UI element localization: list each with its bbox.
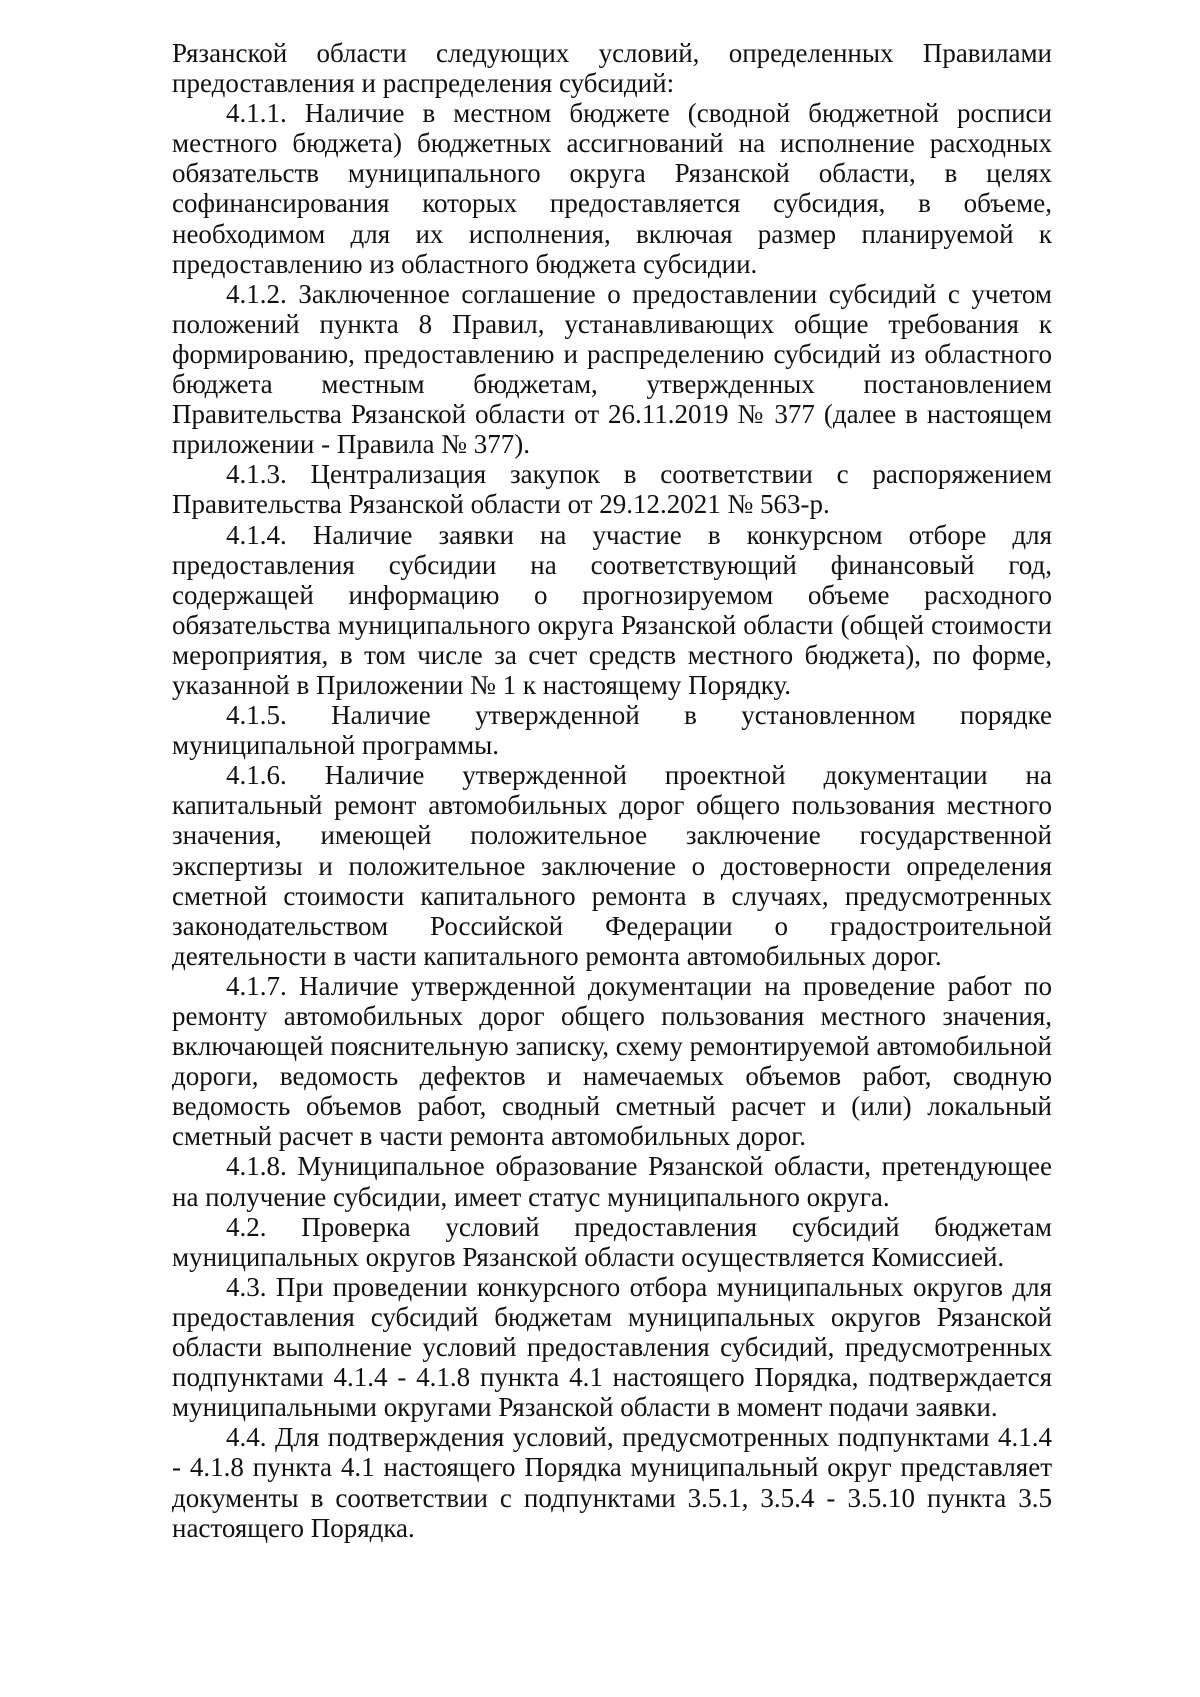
paragraph-4-2: 4.2. Проверка условий предоставления субсидий бюджетам муниципальных округов Рязанской области осуществляется Комиссией. — [172, 1211, 1052, 1272]
paragraph-continuation: Рязанской области следующих условий, определенных Правилами предоставления и распределения субсидий: — [172, 38, 1052, 99]
paragraph-4-1-4: 4.1.4. Наличие заявки на участие в конкурсном отборе для предоставления субсидии на соответствующий финансовый год, содержащей информацию о прогнозируемом объеме расходного обязательства муниципального округа Рязанской области (общей стоимости мероприятия, в том числе за счет средств местного бюджета), по форме, указанной в Приложении № 1 к настоящему Порядку. — [172, 519, 1052, 700]
document-page — [172, 38, 1052, 1543]
paragraph-4-3: 4.3. При проведении конкурсного отбора муниципальных округов для предоставления субсидий бюджетам муниципальных округов Рязанской области выполнение условий предоставления субсидий, предусмотренных подпунктами 4.1.4 - 4.1.8 пункта 4.1 настоящего Порядка, подтверждается муниципальными округами Рязанской области в момент подачи заявки. — [172, 1271, 1052, 1423]
paragraph-4-1-2: 4.1.2. Заключенное соглашение о предоставлении субсидий с учетом положений пункта 8 Правил, устанавливающих общие требования к формированию, предоставлению и распределению субсидий из областного бюджета местным бюджетам, утвержденных постановлением Правительства Рязанской области от 26.11.2019 № 377 (далее в настоящем приложении - Правила № 377). — [172, 278, 1052, 460]
paragraph-4-1-3: 4.1.3. Централизация закупок в соответствии с распоряжением Правительства Рязанской области от 29.12.2021 № 563-р. — [172, 459, 1052, 520]
paragraph-4-1-6: 4.1.6. Наличие утвержденной проектной документации на капитальный ремонт автомобильных дорог общего пользования местного значения, имеющей положительное заключение государственной экспертизы и положительное заключение о достоверности определения сметной стоимости капитального ремонта в случаях, предусмотренных законодательством Российской Федерации о градостроительной деятельности в части капитального ремонта автомобильных дорог. — [172, 760, 1052, 971]
paragraph-4-1-7: 4.1.7. Наличие утвержденной документации на проведение работ по ремонту автомобильных дорог общего пользования местного значения, включающей пояснительную записку, схему ремонтируемой автомобильной дороги, ведомость дефектов и намечаемых объемов работ, сводную ведомость объемов работ, сводный сметный расчет и (или) локальный сметный расчет в части ремонта автомобильных дорог. — [172, 970, 1052, 1152]
paragraph-4-4: 4.4. Для подтверждения условий, предусмотренных подпунктами 4.1.4 - 4.1.8 пункта 4.1 настоящего Порядка муниципальный округ представляет документы в соответствии с подпунктами 3.5.1, 3.5.4 - 3.5.10 пункта 3.5 настоящего Порядка. — [172, 1422, 1052, 1543]
paragraph-4-1-1: 4.1.1. Наличие в местном бюджете (сводной бюджетной росписи местного бюджета) бюджетных ассигнований на исполнение расходных обязательств муниципального округа Рязанской области, в целях софинансирования которых предоставляется субсидия, в объеме, необходимом для их исполнения, включая размер планируемой к предоставлению из областного бюджета субсидии. — [172, 98, 1052, 279]
paragraph-4-1-5: 4.1.5. Наличие утвержденной в установленном порядке муниципальной программы. — [172, 700, 1052, 761]
paragraph-4-1-8: 4.1.8. Муниципальное образование Рязанской области, претендующее на получение субсидии, имеет статус муниципального округа. — [172, 1151, 1052, 1212]
